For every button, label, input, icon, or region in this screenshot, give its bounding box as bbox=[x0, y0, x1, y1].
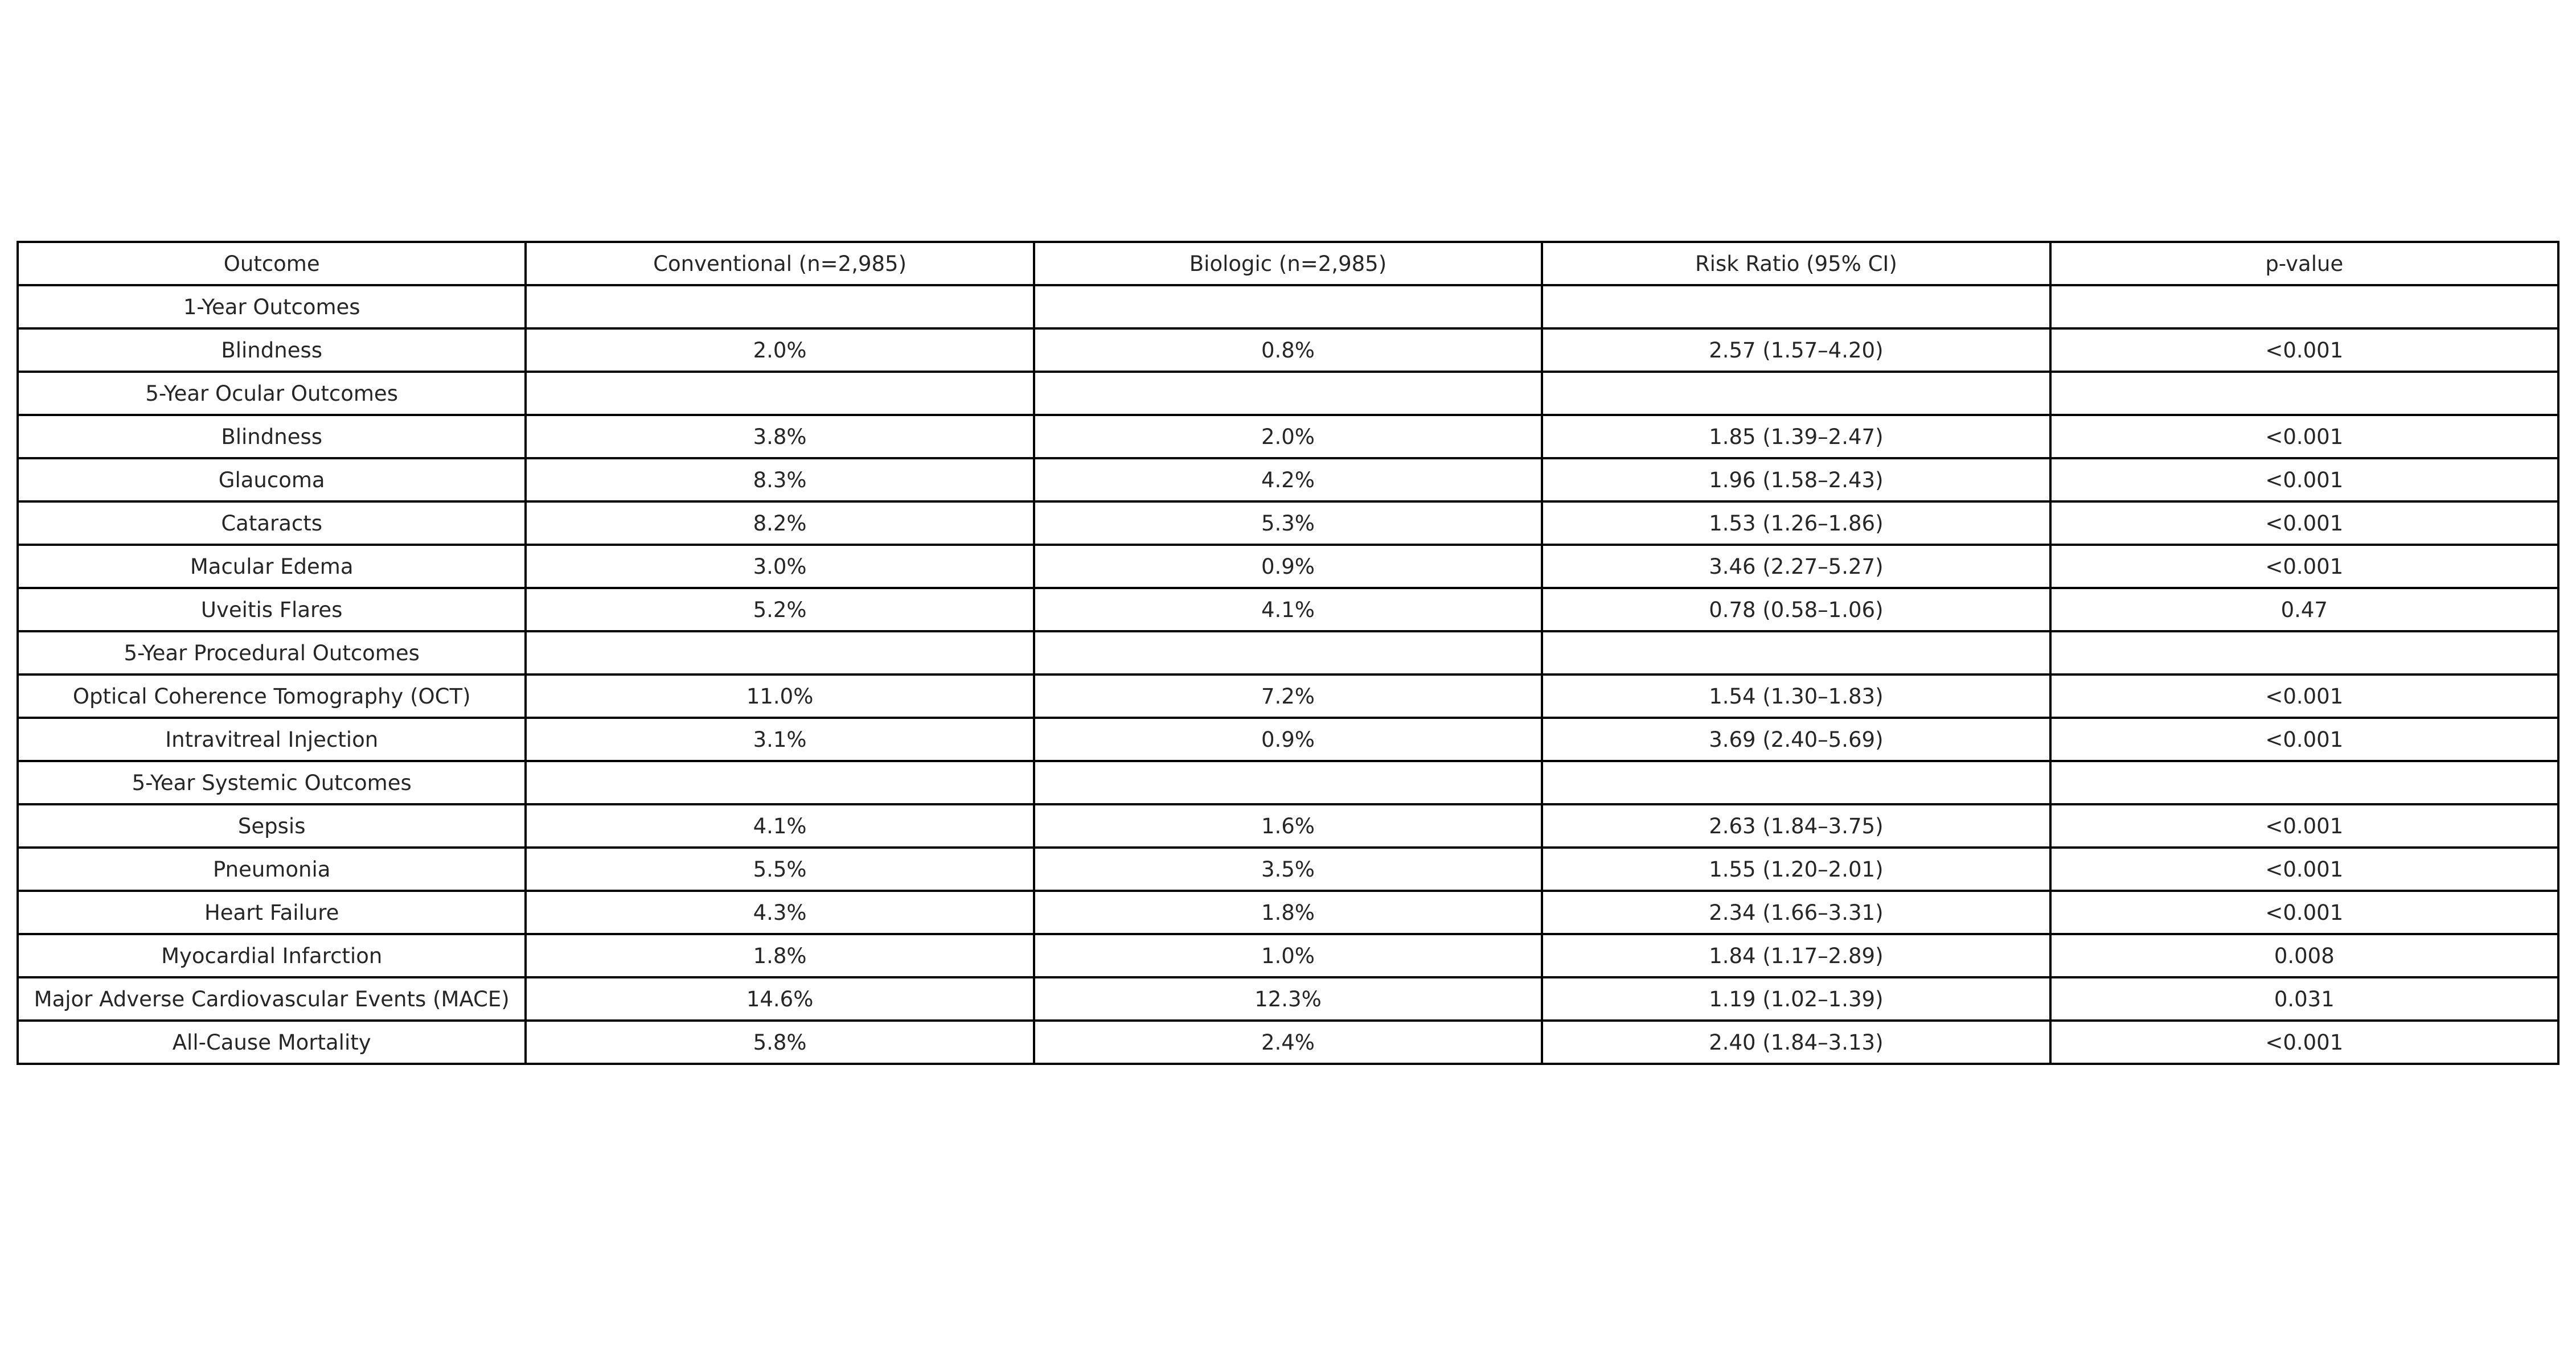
cell-risk-ratio: 2.34 (1.66–3.31) bbox=[1542, 891, 2050, 934]
cell-biologic: 1.6% bbox=[1034, 804, 1542, 848]
cell-outcome: Macular Edema bbox=[18, 545, 526, 588]
table-row bbox=[18, 1021, 2558, 1064]
header-cell-p-value: p-value bbox=[2050, 242, 2558, 285]
table-row bbox=[18, 674, 2558, 718]
cell-biologic: 4.1% bbox=[1034, 588, 1542, 631]
cell-biologic: 2.0% bbox=[1034, 415, 1542, 458]
cell-p-value: 0.47 bbox=[2050, 588, 2558, 631]
cell-conventional bbox=[526, 285, 1033, 328]
cell-risk-ratio: 2.63 (1.84–3.75) bbox=[1542, 804, 2050, 848]
cell-conventional: 3.8% bbox=[526, 415, 1033, 458]
cell-outcome: Blindness bbox=[18, 328, 526, 372]
cell-biologic: 1.0% bbox=[1034, 934, 1542, 977]
cell-risk-ratio: 3.69 (2.40–5.69) bbox=[1542, 718, 2050, 761]
section-header-row bbox=[18, 372, 2558, 415]
cell-conventional: 5.2% bbox=[526, 588, 1033, 631]
cell-risk-ratio: 1.84 (1.17–2.89) bbox=[1542, 934, 2050, 977]
cell-outcome: Sepsis bbox=[18, 804, 526, 848]
cell-p-value: <0.001 bbox=[2050, 458, 2558, 501]
cell-outcome: Heart Failure bbox=[18, 891, 526, 934]
cell-biologic bbox=[1034, 761, 1542, 804]
cell-p-value: <0.001 bbox=[2050, 674, 2558, 718]
cell-outcome: Cataracts bbox=[18, 501, 526, 545]
cell-biologic bbox=[1034, 285, 1542, 328]
header-cell-conventional: Conventional (n=2,985) bbox=[526, 242, 1033, 285]
cell-biologic: 2.4% bbox=[1034, 1021, 1542, 1064]
table-header bbox=[18, 242, 2558, 285]
cell-outcome: 5-Year Systemic Outcomes bbox=[18, 761, 526, 804]
cell-risk-ratio: 1.19 (1.02–1.39) bbox=[1542, 977, 2050, 1021]
table-row bbox=[18, 328, 2558, 372]
cell-biologic: 3.5% bbox=[1034, 848, 1542, 891]
cell-risk-ratio: 1.55 (1.20–2.01) bbox=[1542, 848, 2050, 891]
cell-outcome: Intravitreal Injection bbox=[18, 718, 526, 761]
cell-conventional: 8.3% bbox=[526, 458, 1033, 501]
cell-biologic: 4.2% bbox=[1034, 458, 1542, 501]
section-header-row bbox=[18, 761, 2558, 804]
section-header-row bbox=[18, 631, 2558, 674]
cell-p-value: <0.001 bbox=[2050, 545, 2558, 588]
table-row bbox=[18, 804, 2558, 848]
cell-conventional: 8.2% bbox=[526, 501, 1033, 545]
cell-outcome: 1-Year Outcomes bbox=[18, 285, 526, 328]
header-cell-risk-ratio: Risk Ratio (95% CI) bbox=[1542, 242, 2050, 285]
cell-biologic bbox=[1034, 372, 1542, 415]
cell-conventional: 3.0% bbox=[526, 545, 1033, 588]
table-row bbox=[18, 718, 2558, 761]
cell-risk-ratio: 1.54 (1.30–1.83) bbox=[1542, 674, 2050, 718]
cell-conventional: 11.0% bbox=[526, 674, 1033, 718]
cell-conventional: 1.8% bbox=[526, 934, 1033, 977]
cell-p-value bbox=[2050, 372, 2558, 415]
table-row bbox=[18, 977, 2558, 1021]
cell-outcome: Uveitis Flares bbox=[18, 588, 526, 631]
cell-risk-ratio bbox=[1542, 761, 2050, 804]
cell-conventional: 5.5% bbox=[526, 848, 1033, 891]
table-body bbox=[18, 285, 2558, 1064]
cell-risk-ratio: 1.53 (1.26–1.86) bbox=[1542, 501, 2050, 545]
table-row bbox=[18, 848, 2558, 891]
section-header-row bbox=[18, 285, 2558, 328]
cell-conventional: 4.3% bbox=[526, 891, 1033, 934]
table-row bbox=[18, 934, 2558, 977]
header-cell-outcome: Outcome bbox=[18, 242, 526, 285]
table-row bbox=[18, 501, 2558, 545]
cell-outcome: All-Cause Mortality bbox=[18, 1021, 526, 1064]
cell-biologic: 0.9% bbox=[1034, 718, 1542, 761]
cell-biologic: 0.9% bbox=[1034, 545, 1542, 588]
cell-conventional: 3.1% bbox=[526, 718, 1033, 761]
cell-risk-ratio bbox=[1542, 631, 2050, 674]
cell-outcome: Myocardial Infarction bbox=[18, 934, 526, 977]
outcomes-table bbox=[17, 241, 2559, 1065]
table-row bbox=[18, 415, 2558, 458]
cell-p-value: <0.001 bbox=[2050, 891, 2558, 934]
cell-p-value: <0.001 bbox=[2050, 1021, 2558, 1064]
cell-conventional bbox=[526, 631, 1033, 674]
cell-conventional bbox=[526, 372, 1033, 415]
cell-conventional bbox=[526, 761, 1033, 804]
cell-risk-ratio: 1.85 (1.39–2.47) bbox=[1542, 415, 2050, 458]
cell-p-value bbox=[2050, 285, 2558, 328]
cell-p-value: <0.001 bbox=[2050, 848, 2558, 891]
cell-p-value bbox=[2050, 761, 2558, 804]
header-row bbox=[18, 242, 2558, 285]
cell-risk-ratio: 1.96 (1.58–2.43) bbox=[1542, 458, 2050, 501]
cell-p-value: <0.001 bbox=[2050, 328, 2558, 372]
table-row bbox=[18, 588, 2558, 631]
cell-conventional: 14.6% bbox=[526, 977, 1033, 1021]
cell-risk-ratio: 2.57 (1.57–4.20) bbox=[1542, 328, 2050, 372]
cell-biologic: 7.2% bbox=[1034, 674, 1542, 718]
cell-p-value: <0.001 bbox=[2050, 804, 2558, 848]
cell-biologic bbox=[1034, 631, 1542, 674]
cell-biologic: 12.3% bbox=[1034, 977, 1542, 1021]
cell-p-value: 0.008 bbox=[2050, 934, 2558, 977]
cell-biologic: 0.8% bbox=[1034, 328, 1542, 372]
cell-conventional: 2.0% bbox=[526, 328, 1033, 372]
outcomes-table-container bbox=[17, 241, 2559, 1065]
cell-risk-ratio bbox=[1542, 372, 2050, 415]
cell-outcome: Optical Coherence Tomography (OCT) bbox=[18, 674, 526, 718]
cell-p-value: <0.001 bbox=[2050, 415, 2558, 458]
table-row bbox=[18, 891, 2558, 934]
header-cell-biologic: Biologic (n=2,985) bbox=[1034, 242, 1542, 285]
cell-p-value: <0.001 bbox=[2050, 718, 2558, 761]
cell-risk-ratio: 3.46 (2.27–5.27) bbox=[1542, 545, 2050, 588]
table-row bbox=[18, 545, 2558, 588]
cell-p-value: <0.001 bbox=[2050, 501, 2558, 545]
cell-biologic: 1.8% bbox=[1034, 891, 1542, 934]
cell-outcome: Blindness bbox=[18, 415, 526, 458]
table-row bbox=[18, 458, 2558, 501]
cell-p-value: 0.031 bbox=[2050, 977, 2558, 1021]
cell-outcome: Pneumonia bbox=[18, 848, 526, 891]
cell-outcome: Glaucoma bbox=[18, 458, 526, 501]
cell-outcome: 5-Year Procedural Outcomes bbox=[18, 631, 526, 674]
cell-risk-ratio: 0.78 (0.58–1.06) bbox=[1542, 588, 2050, 631]
cell-risk-ratio: 2.40 (1.84–3.13) bbox=[1542, 1021, 2050, 1064]
cell-conventional: 5.8% bbox=[526, 1021, 1033, 1064]
cell-outcome: Major Adverse Cardiovascular Events (MACE) bbox=[18, 977, 526, 1021]
cell-biologic: 5.3% bbox=[1034, 501, 1542, 545]
cell-outcome: 5-Year Ocular Outcomes bbox=[18, 372, 526, 415]
cell-risk-ratio bbox=[1542, 285, 2050, 328]
cell-conventional: 4.1% bbox=[526, 804, 1033, 848]
cell-p-value bbox=[2050, 631, 2558, 674]
